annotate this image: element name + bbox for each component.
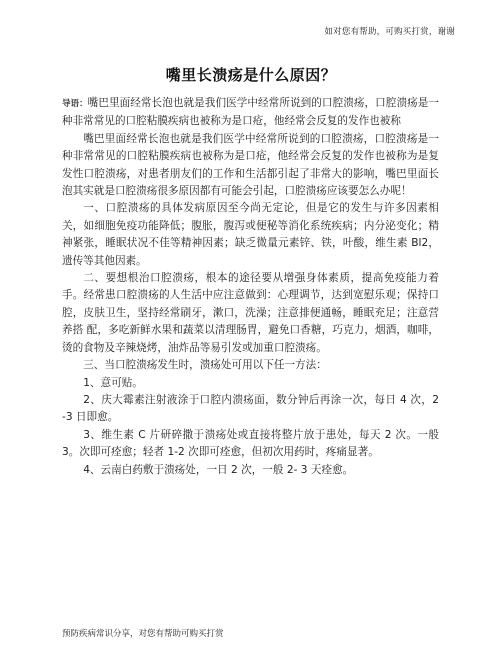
treatment-item-2: 2、庆大霉素注射液涂于口腔内溃疡面，数分钟后再涂一次，每日 4 次，2 -3 日即愈。	[62, 393, 439, 424]
document-body	[62, 95, 439, 479]
intro-label: 导语：	[62, 99, 88, 109]
paragraph-prevention: 二、要想根治口腔溃疡，根本的途径要从增强身体素质，提高免疫能力着 手。经常患口腔溃疡的人生活中应注意做到：心理调节，达到宽慰乐观；保持口腔，皮肤卫生，坚持经常刷牙，漱口，洗澡；注意排便通畅，睡眠充足；注意营养搭 配，多吃新鲜水果和蔬菜以清理肠胃，避免口香糖，巧克力，烟酒，咖啡，烫的食物及辛辣烧烤，油炸品等易引发或加重口腔溃疡。	[62, 272, 439, 354]
intro-paragraph	[62, 95, 439, 131]
paragraph-treatment-intro: 三、当口腔溃疡发生时，溃疡处可用以下任一方法：	[83, 359, 327, 372]
document-title: 嘴里长溃疡是什么原因？	[165, 66, 337, 84]
paragraph-overview: 嘴巴里面经常长泡也就是我们医学中经常所说到的口腔溃疡，口腔溃疡是一种非常常见的口腔粘膜疾病也被称为是口疮，他经常会反复的发作也被称为是复发性口腔溃疡，对患者朋友们的工作和生活都引起了非常大的影响，嘴巴里面长泡其实就是口腔溃疡很多原因都有可能会引起，口腔溃疡应该要怎么办呢！	[62, 132, 439, 198]
intro-text: 嘴巴里面经常长泡也就是我们医学中经常所说到的口腔溃疡，口腔溃疡是一种非常常见的口腔粘膜疾病也被称为是口疮，他经常会反复的发作也被称	[62, 97, 439, 128]
treatment-item-1: 1、意可贴。	[83, 376, 143, 389]
treatment-item-4: 4、云南白药敷于溃疡处，一日 2 次，一般 2- 3 天痊愈。	[83, 463, 354, 476]
header-note: 如对您有帮助，可购买打赏，谢谢	[324, 27, 455, 37]
treatment-item-3: 3、维生素 C 片研碎撒于溃疡处或直接将整片放于患处，每天 2 次。一般 3。次即可痊愈；轻者 1-2 次即可痊愈，但初次用药时，疼痛显著。	[62, 428, 439, 459]
footer-note: 预防疾病常识分享，对您有帮助可购买打赏	[62, 629, 224, 639]
paragraph-causes: 一、口腔溃疡的具体发病原因至今尚无定论，但是它的发生与许多因素相关，如细胞免疫功能降低；腹胀，腹泻或便秘等消化系统疾病；内分泌变化；精神紧张，睡眠状况不佳等精神因素；缺乏微量元素锌、铁，叶酸，维生素 Bl2，遗传等其他因素。	[62, 202, 439, 267]
